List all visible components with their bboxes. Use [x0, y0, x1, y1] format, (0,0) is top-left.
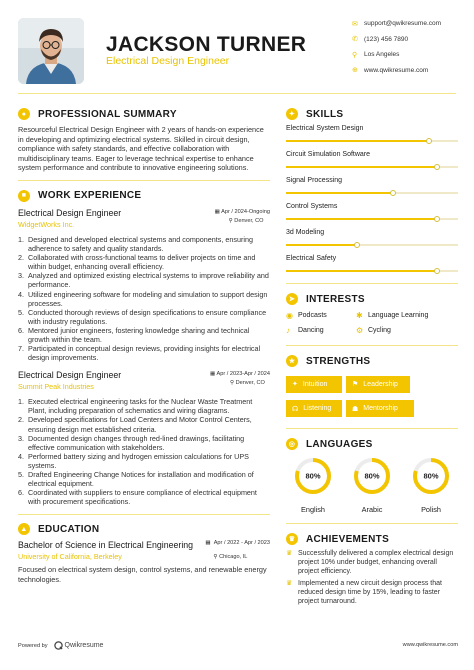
location-icon: ⚲ [229, 380, 236, 387]
skill-level-knob [434, 216, 440, 222]
job-title: Electrical Design Engineer [18, 207, 122, 218]
divider [286, 523, 458, 524]
resume-header [0, 0, 474, 92]
skill-name: Circuit Simulation Software [286, 151, 371, 158]
leadership-icon: ⚑ [352, 381, 359, 388]
skill-level-bar [286, 218, 458, 220]
globe-icon: ◎ [286, 438, 298, 450]
divider [286, 345, 458, 346]
footer-website[interactable]: www.qwikresume.com [402, 642, 458, 648]
job-title: Electrical Design Engineer [18, 370, 122, 381]
skill-level-bar [286, 192, 458, 194]
list-item: 5. Drafted Engineering Change Notices for installation and modification of electrical equipment. [18, 470, 254, 489]
trophy-icon: ♛ [286, 580, 293, 588]
strength-badge: ☊ Listening [286, 400, 342, 417]
job-entry [18, 208, 270, 362]
skill-level-bar [286, 244, 458, 246]
language-ring [293, 456, 333, 496]
list-item: 3. Analyzed and optimized existing electrical systems to improve reliability and performance. [18, 271, 269, 290]
summary-icon: ● [18, 108, 30, 120]
list-item: 5. Conducted thorough reviews of design specifications to ensure compliance with industry regulations. [18, 307, 267, 326]
skill-item [286, 255, 458, 272]
contact-list [352, 16, 441, 78]
skill-level-knob [390, 190, 396, 196]
podcast-icon: ◉ [286, 311, 293, 320]
experience-heading: ■ WORK EXPERIENCE [18, 190, 270, 202]
mentorship-icon: ☗ [352, 405, 359, 413]
trophy-icon: ♛ [286, 533, 298, 545]
skill-level-knob [434, 164, 440, 170]
job-entry [18, 370, 270, 506]
list-item: 1. Executed electrical engineering tasks for the Nuclear Waste Treatment Plant, including preparation of schematics and wiring diagrams. [18, 397, 253, 416]
education-text: Focused on electrical system design, control systems, and renewable energy technologies. [18, 565, 267, 584]
language-item [404, 456, 458, 514]
degree: Bachelor of Science in Electrical Engineering [18, 540, 194, 551]
strengths-list [286, 373, 458, 422]
graduation-cap-icon: ▲ [18, 523, 30, 535]
languages-heading: ◎ LANGUAGES [286, 438, 458, 450]
skill-name: Electrical Safety [286, 255, 337, 262]
strength-badge: ⚑ Leadership [346, 376, 410, 393]
skill-level-bar [286, 166, 458, 168]
edu-start: Apr / 2022 [213, 540, 240, 547]
divider [286, 428, 458, 429]
skill-item [286, 177, 458, 194]
skill-level-bar [286, 140, 458, 142]
interests-heading: ➤ INTERESTS [286, 293, 458, 305]
skill-level-fill [286, 192, 393, 194]
divider [18, 180, 270, 181]
intuition-icon: ✦ [292, 381, 298, 388]
paper-plane-icon: ➤ [286, 293, 298, 305]
achievements-heading: ♛ ACHIEVEMENTS [286, 533, 458, 545]
interest-item: ⚙ Cycling [356, 326, 391, 335]
location-icon: ⚲ [213, 554, 220, 561]
language-item [345, 456, 399, 514]
contact-email[interactable]: ✉ support@qwikresume.com [352, 20, 442, 28]
interest-item: ◉ Podcasts [286, 311, 327, 320]
interests-list [286, 311, 458, 335]
job-bullets [18, 397, 270, 506]
skill-level-knob [434, 268, 440, 274]
candidate-name: JACKSON TURNER [106, 33, 307, 56]
strengths-heading: ★ STRENGTHS [286, 355, 458, 367]
skill-level-knob [426, 138, 432, 144]
strength-badge: ✦ Intuition [286, 376, 342, 393]
right-column [286, 108, 458, 611]
language-ring [411, 456, 451, 496]
strength-badge: ☗ Mentorship [346, 400, 414, 417]
list-item: 1. Designed and developed electrical systems and components, ensuring adherence to safety and quality standards. [18, 234, 253, 254]
language-percent: 80% [364, 471, 380, 481]
globe-icon: ⊕ [352, 67, 358, 75]
job-location: Denver, CO [234, 217, 264, 224]
divider [18, 514, 270, 515]
interest-item: ♪ Dancing [286, 326, 324, 335]
trophy-icon: ♛ [286, 550, 293, 557]
skill-item [286, 151, 458, 168]
language-percent: 80% [423, 471, 439, 481]
listening-icon: ☊ [292, 405, 299, 413]
skill-level-fill [286, 166, 437, 168]
education-heading: ▲ EDUCATION [18, 523, 270, 535]
contact-phone[interactable]: ✆ (123) 456 7890 [352, 35, 409, 44]
list-item: 3. Documented design changes through red-lined drawings, facilitating effective communication with stakeholders. [18, 433, 245, 452]
skill-name: Electrical System Design [286, 125, 364, 132]
skill-item [286, 203, 458, 220]
language-icon: ✱ [356, 311, 363, 320]
candidate-title: Electrical Design Engineer [106, 55, 230, 67]
skill-level-knob [354, 242, 360, 248]
skill-name: Signal Processing [286, 177, 343, 184]
qwikresume-logo-icon [54, 641, 63, 650]
achievements-list [286, 550, 458, 607]
languages-list [286, 456, 458, 514]
summary-heading: ● PROFESSIONAL SUMMARY [18, 108, 270, 120]
calendar-icon: ▦ [205, 540, 211, 547]
header-divider [18, 93, 456, 94]
contact-website[interactable]: ⊕ www.qwikresume.com [352, 66, 429, 75]
skill-level-fill [286, 140, 429, 142]
skill-item [286, 229, 458, 246]
footer [0, 638, 474, 652]
job-company: WidgetWorks Inc. [18, 219, 75, 229]
school: University of California, Berkeley [18, 552, 122, 562]
language-name: Arabic [361, 505, 383, 514]
contact-location: ⚲ Los Angeles [352, 51, 400, 59]
list-item: 2. Developed specifications for Load Centers and Motor Control Centers, ensuring design met established criteria. [18, 415, 252, 434]
skill-level-bar [286, 270, 458, 272]
skill-level-fill [286, 244, 357, 246]
dancing-icon: ♪ [286, 326, 290, 335]
profile-photo [18, 18, 84, 84]
email-icon: ✉ [352, 20, 358, 28]
language-name: Polish [421, 505, 441, 514]
job-bullets [18, 235, 270, 362]
briefcase-icon: ■ [18, 190, 30, 202]
job-company: Summit Peak Industries [18, 382, 94, 392]
powered-by-label: Powered by [18, 642, 48, 649]
badge-icon: ★ [286, 355, 298, 367]
skill-level-fill [286, 218, 437, 220]
list-item: 6. Coordinated with suppliers to ensure compliance of electrical equipment with procurement specifications. [18, 488, 257, 507]
edu-end: Apr / 2023 [244, 540, 270, 547]
list-item: 4. Performed battery sizing and hydrogen emission calculations for UPS systems. [18, 451, 249, 470]
job-dates: Apr / 2023-Apr / 2024 [216, 371, 270, 378]
job-location: Denver, CO [235, 380, 265, 387]
summary-text: Resourceful Electrical Design Engineer with 2 years of hands-on experience in developing and optimizing electrical systems. Skilled in circuit design, compliance with safety standards, and effective collaboration with multidisciplinary teams. Eager to leverage technical expertise to enhance system performance and contribute to innovative engineering solutions. [18, 125, 264, 173]
divider [286, 283, 458, 284]
location-icon: ⚲ [352, 51, 358, 59]
language-percent: 80% [305, 471, 321, 481]
education-entry: Bachelor of Science in Electrical Engineering University of California, Berkeley ▦ Apr / 2022 - Apr / 2023 ⚲ Chicago, IL Focused on electrical system design, control systems, and renewable energy technologies. [18, 540, 270, 584]
skills-list [286, 125, 458, 272]
skill-item [286, 125, 458, 142]
edu-location: Chicago, IL [219, 554, 248, 561]
language-ring [352, 456, 392, 496]
location-icon: ⚲ [228, 217, 235, 224]
calendar-icon: ▦ [214, 208, 222, 215]
lightbulb-icon: ✦ [286, 108, 298, 120]
skill-name: 3d Modeling [286, 229, 325, 236]
list-item: 2. Collaborated with cross-functional teams to deliver projects on time and within budget, enhancing overall efficiency. [18, 253, 256, 272]
brand-logo[interactable]: Qwikresume [54, 641, 104, 650]
left-column [18, 108, 270, 585]
language-item [286, 456, 340, 514]
skill-name: Control Systems [286, 203, 338, 210]
list-item: 7. Participated in conceptual design reviews, providing insights for electrical design improvements. [18, 344, 261, 363]
phone-icon: ✆ [352, 36, 358, 44]
job-dates: Apr / 2024-Ongoing [221, 208, 270, 215]
language-name: English [301, 505, 325, 514]
cycling-icon: ⚙ [356, 326, 364, 335]
list-item: 4. Utilized engineering software for modeling and simulation to support design processes. [18, 289, 268, 308]
calendar-icon: ▦ [209, 371, 217, 378]
skills-heading: ✦ SKILLS [286, 108, 458, 120]
interest-item: ✱ Language Learning [356, 311, 429, 320]
skill-level-fill [286, 270, 437, 272]
achievement-item: ♛ Successfully delivered a complex electrical design project 10% under budget, enhancing overall project efficiency. [286, 550, 454, 575]
list-item: 6. Mentored junior engineers, fostering knowledge sharing and technical growth within the team. [18, 325, 250, 344]
achievement-item: ♛ Implemented a new circuit design process that reduced design time by 15%, leading to faster project turnaround. [286, 580, 442, 605]
